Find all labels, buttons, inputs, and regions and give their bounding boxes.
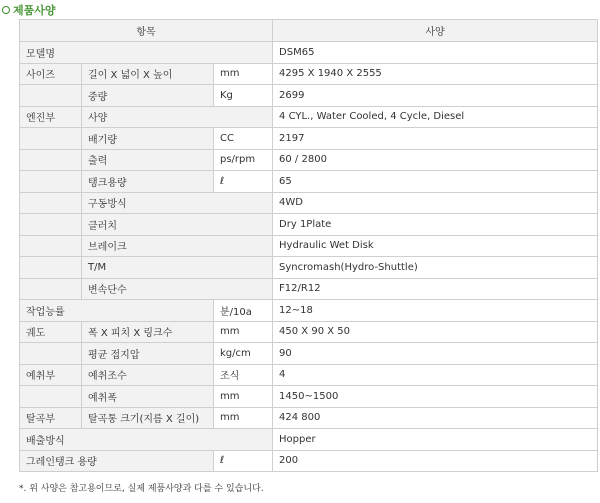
group-label-empty bbox=[20, 214, 82, 236]
row-item: 탈곡통 크기(지름 X 길이) bbox=[82, 407, 214, 429]
row-value: Dry 1Plate bbox=[273, 214, 598, 236]
row-item: 출력 bbox=[82, 149, 214, 171]
row-label: 그레인탱크 용량 bbox=[20, 450, 214, 472]
row-value: 90 bbox=[273, 343, 598, 365]
row-unit: ℓ bbox=[214, 171, 273, 193]
table-row bbox=[20, 42, 598, 64]
group-label-empty bbox=[20, 235, 82, 257]
row-unit: ps/rpm bbox=[214, 149, 273, 171]
row-value: 4295 X 1940 X 2555 bbox=[273, 63, 598, 85]
row-item: 예취폭 bbox=[82, 386, 214, 408]
table-row bbox=[20, 257, 598, 279]
row-value: Hydraulic Wet Disk bbox=[273, 235, 598, 257]
row-value: 450 X 90 X 50 bbox=[273, 321, 598, 343]
group-label: 엔진부 bbox=[20, 106, 82, 128]
table-row bbox=[20, 85, 598, 107]
group-label-empty bbox=[20, 85, 82, 107]
table-row bbox=[20, 106, 598, 128]
row-item: 클러치 bbox=[82, 214, 273, 236]
group-label: 탈곡부 bbox=[20, 407, 82, 429]
row-value: 1450~1500 bbox=[273, 386, 598, 408]
header-spec: 사양 bbox=[273, 20, 598, 42]
row-value: 2197 bbox=[273, 128, 598, 150]
row-unit: Kg bbox=[214, 85, 273, 107]
table-row bbox=[20, 149, 598, 171]
row-unit: mm bbox=[214, 63, 273, 85]
group-label-empty bbox=[20, 343, 82, 365]
row-item: T/M bbox=[82, 257, 273, 279]
table-row bbox=[20, 364, 598, 386]
row-value: 60 / 2800 bbox=[273, 149, 598, 171]
row-item: 브레이크 bbox=[82, 235, 273, 257]
table-row bbox=[20, 278, 598, 300]
row-label: 배출방식 bbox=[20, 429, 273, 451]
row-item: 폭 X 피치 X 링크수 bbox=[82, 321, 214, 343]
table-row bbox=[20, 171, 598, 193]
row-item: 탱크용량 bbox=[82, 171, 214, 193]
row-value: DSM65 bbox=[273, 42, 598, 64]
row-unit: kg/cm bbox=[214, 343, 273, 365]
group-label: 궤도 bbox=[20, 321, 82, 343]
table-row bbox=[20, 450, 598, 472]
table-row bbox=[20, 407, 598, 429]
row-value: 65 bbox=[273, 171, 598, 193]
row-unit: mm bbox=[214, 386, 273, 408]
table-row bbox=[20, 321, 598, 343]
group-label-empty bbox=[20, 257, 82, 279]
table-header-row bbox=[20, 20, 598, 42]
table-row bbox=[20, 63, 598, 85]
group-label: 예취부 bbox=[20, 364, 82, 386]
row-item: 예취조수 bbox=[82, 364, 214, 386]
row-value: Syncromash(Hydro-Shuttle) bbox=[273, 257, 598, 279]
row-unit: mm bbox=[214, 321, 273, 343]
row-value: 4 bbox=[273, 364, 598, 386]
section-heading-text: 제품사양 bbox=[13, 4, 56, 17]
row-item: 길이 X 넓이 X 높이 bbox=[82, 63, 214, 85]
group-label-empty bbox=[20, 192, 82, 214]
row-unit: 분/10a bbox=[214, 300, 273, 322]
row-value: 4 CYL., Water Cooled, 4 Cycle, Diesel bbox=[273, 106, 598, 128]
row-unit: mm bbox=[214, 407, 273, 429]
section-heading bbox=[2, 2, 56, 18]
table-row bbox=[20, 128, 598, 150]
table-row bbox=[20, 300, 598, 322]
table-row bbox=[20, 429, 598, 451]
row-value: 2699 bbox=[273, 85, 598, 107]
row-unit: 조식 bbox=[214, 364, 273, 386]
group-label-empty bbox=[20, 128, 82, 150]
row-value: Hopper bbox=[273, 429, 598, 451]
row-unit: ℓ bbox=[214, 450, 273, 472]
row-unit: CC bbox=[214, 128, 273, 150]
row-item: 구동방식 bbox=[82, 192, 273, 214]
row-label: 작업능률 bbox=[20, 300, 214, 322]
table-row bbox=[20, 343, 598, 365]
row-item: 변속단수 bbox=[82, 278, 273, 300]
table-row bbox=[20, 214, 598, 236]
row-label: 모델명 bbox=[20, 42, 273, 64]
table-row bbox=[20, 386, 598, 408]
group-label-empty bbox=[20, 149, 82, 171]
row-value: 4WD bbox=[273, 192, 598, 214]
group-label-empty bbox=[20, 278, 82, 300]
row-value: 424 800 bbox=[273, 407, 598, 429]
row-item: 중량 bbox=[82, 85, 214, 107]
table-row bbox=[20, 192, 598, 214]
group-label-empty bbox=[20, 386, 82, 408]
disclaimer-note: *. 위 사양은 참고용이므로, 실제 제품사양과 다를 수 있습니다. bbox=[19, 484, 264, 494]
row-item: 사양 bbox=[82, 106, 273, 128]
row-value: F12/R12 bbox=[273, 278, 598, 300]
row-item: 배기량 bbox=[82, 128, 214, 150]
circle-bullet-icon bbox=[2, 6, 10, 14]
table-row bbox=[20, 235, 598, 257]
row-value: 200 bbox=[273, 450, 598, 472]
spec-table bbox=[19, 19, 598, 472]
row-item: 평균 접지압 bbox=[82, 343, 214, 365]
header-item: 항목 bbox=[20, 20, 273, 42]
group-label-empty bbox=[20, 171, 82, 193]
group-label: 사이즈 bbox=[20, 63, 82, 85]
row-value: 12~18 bbox=[273, 300, 598, 322]
